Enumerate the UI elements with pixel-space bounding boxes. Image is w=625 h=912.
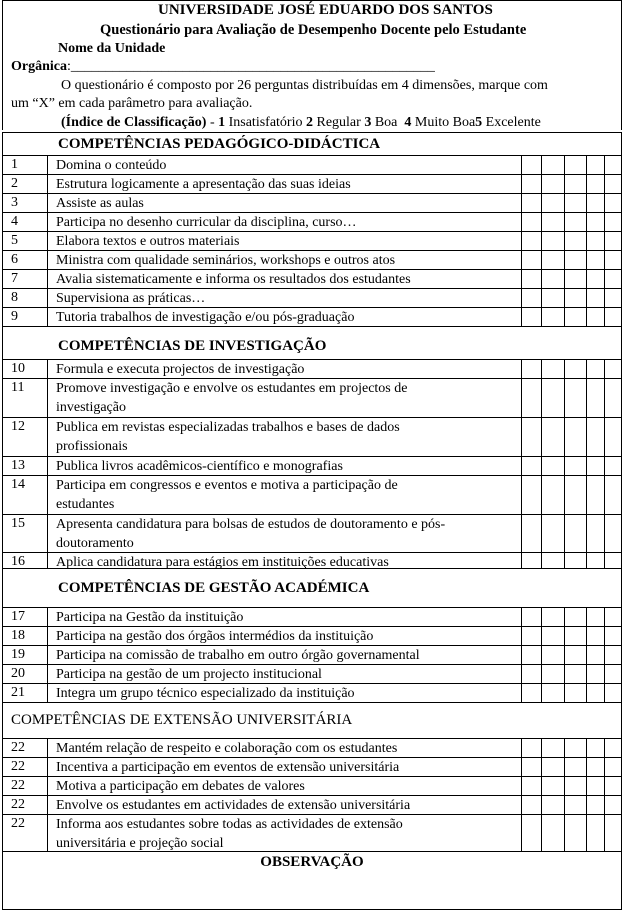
section-title: COMPETÊNCIAS DE INVESTIGAÇÃO bbox=[58, 338, 327, 354]
rating-cell-2[interactable] bbox=[541, 308, 565, 326]
rating-cell-2[interactable] bbox=[541, 289, 565, 307]
item-text bbox=[48, 815, 523, 853]
item-text bbox=[48, 418, 523, 456]
rating-cell-3[interactable] bbox=[564, 289, 587, 307]
rating-cell-1[interactable] bbox=[521, 476, 542, 514]
rating-cell-5[interactable] bbox=[604, 213, 622, 231]
university-name: UNIVERSIDADE JOSÉ EDUARDO DOS SANTOS bbox=[158, 2, 493, 18]
item-text bbox=[48, 308, 523, 327]
organic-label: Orgânica bbox=[11, 59, 67, 74]
item-text-line: Apresenta candidatura para bolsas de estudos de doutoramento e pós- bbox=[56, 517, 446, 532]
item-number: 4 bbox=[3, 213, 48, 231]
item-number: 2 bbox=[3, 175, 48, 193]
rating-cell-3[interactable] bbox=[564, 608, 587, 626]
table-row bbox=[2, 417, 622, 456]
rating-cell-3[interactable] bbox=[564, 684, 587, 702]
rating-cell-4[interactable] bbox=[586, 476, 605, 514]
rating-cell-4[interactable] bbox=[586, 627, 605, 645]
rating-cell-2[interactable] bbox=[541, 777, 565, 795]
rating-cell-4[interactable] bbox=[586, 194, 605, 212]
item-text bbox=[48, 476, 523, 514]
item-text-line: Assiste as aulas bbox=[56, 196, 144, 211]
rating-cell-3[interactable] bbox=[564, 515, 587, 552]
item-text bbox=[48, 270, 523, 289]
item-text bbox=[48, 665, 523, 684]
rating-cell-1[interactable] bbox=[521, 815, 542, 851]
rating-cell-3[interactable] bbox=[564, 796, 587, 814]
item-text-line: Aplica candidatura para estágios em instituições educativas bbox=[56, 555, 389, 570]
rating-cell-5[interactable] bbox=[604, 684, 622, 702]
table-row bbox=[2, 174, 622, 193]
rating-cell-1[interactable] bbox=[521, 457, 542, 475]
rating-cell-5[interactable] bbox=[604, 457, 622, 475]
table-row bbox=[2, 683, 622, 702]
rating-cell-4[interactable] bbox=[586, 156, 605, 174]
item-text-line: Participa em congressos e eventos e motiva a participação de bbox=[56, 478, 398, 493]
rating-cell-3[interactable] bbox=[564, 156, 587, 174]
rating-cell-3[interactable] bbox=[564, 360, 587, 378]
item-text-line: Integra um grupo técnico especializado da instituição bbox=[56, 686, 355, 701]
rating-cell-1[interactable] bbox=[521, 553, 542, 568]
item-text bbox=[48, 777, 523, 796]
item-text bbox=[48, 360, 523, 379]
item-text-line: investigação bbox=[56, 400, 126, 415]
rating-cell-2[interactable] bbox=[541, 270, 565, 288]
item-text-line: Motiva a participação em debates de valores bbox=[56, 779, 305, 794]
rating-cell-5[interactable] bbox=[604, 289, 622, 307]
rating-cell-1[interactable] bbox=[521, 665, 542, 683]
rating-cell-5[interactable] bbox=[604, 270, 622, 288]
rating-cell-3[interactable] bbox=[564, 418, 587, 456]
rating-cell-3[interactable] bbox=[564, 476, 587, 514]
item-text bbox=[48, 175, 523, 194]
rating-cell-4[interactable] bbox=[586, 684, 605, 702]
item-number: 19 bbox=[3, 646, 48, 664]
rating-cell-4[interactable] bbox=[586, 758, 605, 776]
section-header bbox=[2, 132, 622, 155]
rating-cell-5[interactable] bbox=[604, 175, 622, 193]
classification-index: (Índice de Classificação) - 1 Insatisfatório 2 Regular 3 Boa 4 Muito Boa5 Excelente bbox=[61, 115, 541, 130]
rating-cell-1[interactable] bbox=[521, 758, 542, 776]
rating-cell-2[interactable] bbox=[541, 665, 565, 683]
rating-cell-1[interactable] bbox=[521, 646, 542, 664]
item-text-line: Envolve os estudantes em actividades de extensão universitária bbox=[56, 798, 411, 813]
item-text bbox=[48, 646, 523, 665]
item-text-line: Informa aos estudantes sobre todas as actividades de extensão bbox=[56, 817, 403, 832]
rating-cell-1[interactable] bbox=[521, 796, 542, 814]
table-row bbox=[2, 269, 622, 288]
item-text bbox=[48, 156, 523, 175]
rating-cell-2[interactable] bbox=[541, 232, 565, 250]
item-number: 18 bbox=[3, 627, 48, 645]
rating-cell-3[interactable] bbox=[564, 213, 587, 231]
rating-cell-2[interactable] bbox=[541, 684, 565, 702]
item-text-line: Publica livros acadêmicos-científico e monografias bbox=[56, 459, 343, 474]
section-title: COMPETÊNCIAS DE EXTENSÃO UNIVERSITÁRIA bbox=[11, 712, 353, 728]
rating-cell-5[interactable] bbox=[604, 515, 622, 552]
organic-line bbox=[11, 59, 435, 75]
table-row bbox=[2, 514, 622, 552]
questionnaire-title: Questionário para Avaliação de Desempenho Docente pelo Estudante bbox=[100, 22, 527, 38]
rating-cell-4[interactable] bbox=[586, 515, 605, 552]
rating-cell-1[interactable] bbox=[521, 308, 542, 326]
table-row bbox=[2, 814, 622, 851]
rating-cell-5[interactable] bbox=[604, 646, 622, 664]
item-number: 17 bbox=[3, 608, 48, 626]
unit-name-label: Nome da Unidade bbox=[58, 41, 166, 56]
rating-cell-5[interactable] bbox=[604, 418, 622, 456]
item-text-line: Publica em revistas especializadas trabalhos e bases de dados bbox=[56, 420, 400, 435]
rating-cell-5[interactable] bbox=[604, 608, 622, 626]
item-number: 21 bbox=[3, 684, 48, 702]
item-text-line: Promove investigação e envolve os estudantes em projectos de bbox=[56, 381, 408, 396]
rating-cell-3[interactable] bbox=[564, 270, 587, 288]
rating-cell-3[interactable] bbox=[564, 251, 587, 269]
table-row bbox=[2, 288, 622, 307]
rating-cell-1[interactable] bbox=[521, 608, 542, 626]
instructions-line-1: O questionário é composto por 26 perguntas distribuídas em 4 dimensões, marque com bbox=[61, 78, 548, 93]
item-number: 10 bbox=[3, 360, 48, 378]
rating-cell-3[interactable] bbox=[564, 665, 587, 683]
rating-cell-1[interactable] bbox=[521, 289, 542, 307]
rating-cell-1[interactable] bbox=[521, 213, 542, 231]
rating-cell-1[interactable] bbox=[521, 194, 542, 212]
table-row bbox=[2, 456, 622, 475]
item-text-line: Tutoria trabalhos de investigação e/ou pós-graduação bbox=[56, 310, 355, 325]
item-text-line: Formula e executa projectos de investigação bbox=[56, 362, 305, 377]
rating-cell-5[interactable] bbox=[604, 815, 622, 851]
rating-cell-2[interactable] bbox=[541, 627, 565, 645]
item-text bbox=[48, 758, 523, 777]
rating-cell-3[interactable] bbox=[564, 739, 587, 757]
rating-cell-4[interactable] bbox=[586, 308, 605, 326]
item-text-line: Ministra com qualidade seminários, workshops e outros atos bbox=[56, 253, 396, 268]
rating-cell-4[interactable] bbox=[586, 815, 605, 851]
rating-cell-4[interactable] bbox=[586, 739, 605, 757]
rating-cell-5[interactable] bbox=[604, 156, 622, 174]
rating-cell-2[interactable] bbox=[541, 194, 565, 212]
item-number: 20 bbox=[3, 665, 48, 683]
rating-cell-2[interactable] bbox=[541, 608, 565, 626]
item-text-line: doutoramento bbox=[56, 536, 134, 551]
rating-cell-3[interactable] bbox=[564, 232, 587, 250]
rating-cell-4[interactable] bbox=[586, 360, 605, 378]
item-number: 11 bbox=[3, 379, 48, 417]
rating-cell-2[interactable] bbox=[541, 553, 565, 568]
rating-cell-4[interactable] bbox=[586, 777, 605, 795]
table-row bbox=[2, 757, 622, 776]
table-row bbox=[2, 607, 622, 626]
rating-cell-5[interactable] bbox=[604, 627, 622, 645]
item-text bbox=[48, 213, 523, 232]
item-number: 5 bbox=[3, 232, 48, 250]
form-header bbox=[2, 0, 622, 130]
rating-cell-1[interactable] bbox=[521, 360, 542, 378]
item-text-line: Participa na comissão de trabalho em outro órgão governamental bbox=[56, 648, 420, 663]
rating-cell-4[interactable] bbox=[586, 175, 605, 193]
rating-cell-3[interactable] bbox=[564, 553, 587, 568]
rating-cell-2[interactable] bbox=[541, 251, 565, 269]
item-text bbox=[48, 796, 523, 815]
rating-cell-3[interactable] bbox=[564, 379, 587, 417]
rating-cell-2[interactable] bbox=[541, 815, 565, 851]
section-title: COMPETÊNCIAS PEDAGÓGICO-DIDÁCTICA bbox=[58, 136, 381, 152]
item-text bbox=[48, 627, 523, 646]
item-number: 15 bbox=[3, 515, 48, 552]
item-text bbox=[48, 739, 523, 758]
item-text-line: Elabora textos e outros materiais bbox=[56, 234, 240, 249]
item-text-line: Supervisiona as práticas… bbox=[56, 291, 206, 306]
item-text bbox=[48, 379, 523, 417]
item-number: 22 bbox=[3, 815, 48, 851]
item-text bbox=[48, 232, 523, 251]
table-row bbox=[2, 193, 622, 212]
rating-cell-5[interactable] bbox=[604, 476, 622, 514]
table-row bbox=[2, 645, 622, 664]
rating-cell-4[interactable] bbox=[586, 665, 605, 683]
rating-cell-4[interactable] bbox=[586, 379, 605, 417]
instructions-line-2: um “X” em cada parâmetro para avaliação. bbox=[11, 96, 253, 111]
item-text bbox=[48, 684, 523, 703]
rating-cell-1[interactable] bbox=[521, 739, 542, 757]
item-text-line: Participa na Gestão da instituição bbox=[56, 610, 244, 625]
rating-cell-5[interactable] bbox=[604, 308, 622, 326]
item-number: 3 bbox=[3, 194, 48, 212]
table-row bbox=[2, 664, 622, 683]
table-row bbox=[2, 776, 622, 795]
item-text-line: Avalia sistematicamente e informa os resultados dos estudantes bbox=[56, 272, 411, 287]
table-row bbox=[2, 475, 622, 514]
rating-cell-1[interactable] bbox=[521, 515, 542, 552]
item-text-line: estudantes bbox=[56, 497, 115, 512]
item-text bbox=[48, 289, 523, 308]
item-text-line: Mantém relação de respeito e colaboração com os estudantes bbox=[56, 741, 398, 756]
rating-cell-4[interactable] bbox=[586, 289, 605, 307]
table-row bbox=[2, 795, 622, 814]
rating-cell-2[interactable] bbox=[541, 739, 565, 757]
table-edge-mark bbox=[621, 180, 625, 196]
table-row bbox=[2, 155, 622, 174]
rating-cell-3[interactable] bbox=[564, 308, 587, 326]
rating-cell-3[interactable] bbox=[564, 175, 587, 193]
item-number: 9 bbox=[3, 308, 48, 326]
rating-cell-5[interactable] bbox=[604, 553, 622, 568]
rating-cell-5[interactable] bbox=[604, 232, 622, 250]
organic-field[interactable]: :____________________________________________________ bbox=[67, 59, 435, 74]
section-header bbox=[2, 702, 622, 738]
rating-cell-1[interactable] bbox=[521, 627, 542, 645]
item-number: 7 bbox=[3, 270, 48, 288]
rating-cell-2[interactable] bbox=[541, 476, 565, 514]
table-row bbox=[2, 626, 622, 645]
rating-cell-1[interactable] bbox=[521, 251, 542, 269]
table-row bbox=[2, 359, 622, 378]
rating-cell-2[interactable] bbox=[541, 796, 565, 814]
rating-cell-3[interactable] bbox=[564, 457, 587, 475]
rating-cell-1[interactable] bbox=[521, 379, 542, 417]
item-number: 13 bbox=[3, 457, 48, 475]
item-text bbox=[48, 457, 523, 476]
rating-cell-5[interactable] bbox=[604, 777, 622, 795]
rating-cell-2[interactable] bbox=[541, 360, 565, 378]
rating-cell-4[interactable] bbox=[586, 418, 605, 456]
index-label: (Índice de Classificação) bbox=[61, 115, 207, 130]
rating-cell-3[interactable] bbox=[564, 777, 587, 795]
item-text bbox=[48, 515, 523, 553]
rating-cell-2[interactable] bbox=[541, 175, 565, 193]
rating-cell-2[interactable] bbox=[541, 457, 565, 475]
item-number: 22 bbox=[3, 758, 48, 776]
rating-cell-4[interactable] bbox=[586, 251, 605, 269]
rating-cell-3[interactable] bbox=[564, 815, 587, 851]
item-number: 6 bbox=[3, 251, 48, 269]
rating-cell-3[interactable] bbox=[564, 194, 587, 212]
rating-cell-1[interactable] bbox=[521, 232, 542, 250]
table-row bbox=[2, 552, 622, 568]
rating-cell-2[interactable] bbox=[541, 379, 565, 417]
item-text-line: Participa no desenho curricular da disciplina, curso… bbox=[56, 215, 357, 230]
item-text-line: Estrutura logicamente a apresentação das suas ideias bbox=[56, 177, 351, 192]
rating-cell-5[interactable] bbox=[604, 379, 622, 417]
item-number: 22 bbox=[3, 796, 48, 814]
item-text-line: Domina o conteúdo bbox=[56, 158, 167, 173]
item-text-line: Participa na gestão dos órgãos intermédios da instituição bbox=[56, 629, 374, 644]
rating-cell-4[interactable] bbox=[586, 270, 605, 288]
rating-cell-5[interactable] bbox=[604, 739, 622, 757]
item-number: 22 bbox=[3, 739, 48, 757]
rating-cell-3[interactable] bbox=[564, 627, 587, 645]
rating-cell-5[interactable] bbox=[604, 360, 622, 378]
observation-title: OBSERVAÇÃO bbox=[260, 854, 364, 870]
item-text bbox=[48, 194, 523, 213]
table-row bbox=[2, 738, 622, 757]
item-text-line: Participa na gestão de um projecto institucional bbox=[56, 667, 322, 682]
item-text-line: universitária e projeção social bbox=[56, 836, 224, 851]
rating-cell-2[interactable] bbox=[541, 156, 565, 174]
item-text-line: profissionais bbox=[56, 439, 128, 454]
table-row bbox=[2, 307, 622, 326]
rating-cell-1[interactable] bbox=[521, 684, 542, 702]
rating-cell-2[interactable] bbox=[541, 213, 565, 231]
rating-cell-5[interactable] bbox=[604, 251, 622, 269]
section-header bbox=[2, 326, 622, 359]
rating-cell-3[interactable] bbox=[564, 646, 587, 664]
item-number: 12 bbox=[3, 418, 48, 456]
table-row bbox=[2, 231, 622, 250]
section-title: COMPETÊNCIAS DE GESTÃO ACADÉMICA bbox=[58, 580, 370, 596]
item-number: 1 bbox=[3, 156, 48, 174]
rating-cell-4[interactable] bbox=[586, 646, 605, 664]
rating-cell-1[interactable] bbox=[521, 156, 542, 174]
observation-box[interactable] bbox=[2, 851, 622, 910]
rating-cell-4[interactable] bbox=[586, 796, 605, 814]
section-header bbox=[2, 568, 622, 607]
rating-cell-5[interactable] bbox=[604, 758, 622, 776]
item-number: 16 bbox=[3, 553, 48, 568]
table-row bbox=[2, 212, 622, 231]
rating-cell-1[interactable] bbox=[521, 270, 542, 288]
rating-cell-1[interactable] bbox=[521, 777, 542, 795]
rating-cell-2[interactable] bbox=[541, 418, 565, 456]
item-number: 8 bbox=[3, 289, 48, 307]
item-number: 22 bbox=[3, 777, 48, 795]
rating-cell-5[interactable] bbox=[604, 796, 622, 814]
table-row bbox=[2, 378, 622, 417]
rating-cell-3[interactable] bbox=[564, 758, 587, 776]
rating-cell-1[interactable] bbox=[521, 175, 542, 193]
rating-cell-4[interactable] bbox=[586, 232, 605, 250]
rating-cell-4[interactable] bbox=[586, 608, 605, 626]
rating-cell-4[interactable] bbox=[586, 553, 605, 568]
rating-cell-2[interactable] bbox=[541, 646, 565, 664]
table-row bbox=[2, 250, 622, 269]
item-text bbox=[48, 251, 523, 270]
rating-cell-5[interactable] bbox=[604, 194, 622, 212]
item-text-line: Incentiva a participação em eventos de extensão universitária bbox=[56, 760, 400, 775]
item-text bbox=[48, 608, 523, 627]
rating-cell-4[interactable] bbox=[586, 457, 605, 475]
item-number: 14 bbox=[3, 476, 48, 514]
rating-cell-5[interactable] bbox=[604, 665, 622, 683]
rating-cell-2[interactable] bbox=[541, 515, 565, 552]
rating-cell-1[interactable] bbox=[521, 418, 542, 456]
rating-cell-4[interactable] bbox=[586, 213, 605, 231]
rating-cell-2[interactable] bbox=[541, 758, 565, 776]
